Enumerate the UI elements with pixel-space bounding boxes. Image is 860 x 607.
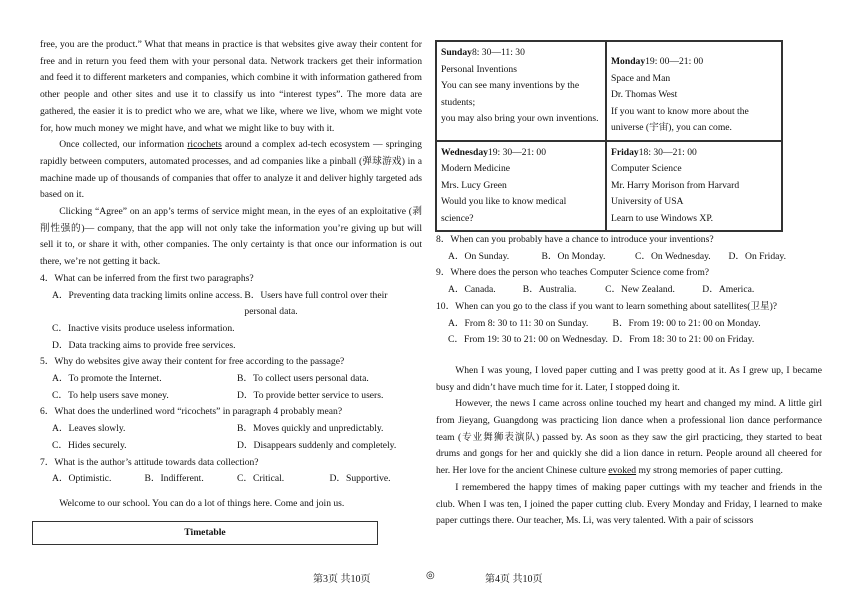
timetable-cell-sunday: Sunday8: 30—11: 30 Personal Inventions You can see many inventions by the students; you may also bring your own inventions. xyxy=(436,41,606,141)
timetable-cell-friday: Friday18: 30—21: 00 Computer Science Mr. Harry Morison from Harvard University of USA Learn to use Windows XP. xyxy=(606,141,782,232)
question-8: 8．When can you probably have a chance to introduce your inventions? A．On Sunday. B．On Monday. C．On Wednesday. D．On Friday. xyxy=(436,232,822,265)
story-paragraph-3: I remembered the happy times of making paper cuttings with my teacher and friends in the club. When I was ten, I joined the paper cutting club. Every Monday and Friday, I learned to make paper cuttings there. Our teacher, Ms. Li, was very talented. With a pair of scissors xyxy=(436,481,822,527)
option[interactable]: B．To collect users personal data. xyxy=(237,373,369,385)
option[interactable]: B．From 19: 00 to 21: 00 on Monday. xyxy=(612,317,761,329)
option[interactable]: D．Data tracking aims to provide free services. xyxy=(52,339,236,351)
option[interactable]: C．To help users save money. xyxy=(52,389,169,401)
option[interactable]: D．On Friday. xyxy=(728,250,786,262)
option[interactable]: A．Optimistic. xyxy=(52,473,112,485)
question-6: 6．What does the underlined word “ricochets” in paragraph 4 probably mean? A．Leaves slowly. B．Moves quickly and unpredictably. C．Hides securely. D．Disappears suddenly and completely. xyxy=(40,404,422,454)
option[interactable]: A．Preventing data tracking limits online access. xyxy=(52,289,243,301)
question-9: 9．Where does the person who teaches Computer Science come from? A．Canada. B．Australia. C．New Zealand. D．America. xyxy=(436,265,822,298)
story-paragraph-2: However, the news I came across online touched my heart and changed my mind. A little girl from Jieyang, Guangdong was practicing lion dance when a professional lion dance performance team (专业舞狮表演队) passed by. As soon as they saw the girl practicing, they started to beat drums and gongs for her and quickly she did a lion dance in return. People around all cheered for her. Her love for the ancient Chinese culture evoked my strong memories of paper cutting. xyxy=(436,398,822,477)
option[interactable]: C．On Wednesday. xyxy=(635,250,711,262)
option[interactable]: B．Users have full control over their personal data. xyxy=(244,289,388,318)
option[interactable]: B．On Monday. xyxy=(541,250,606,262)
option[interactable]: A．Canada. xyxy=(448,284,496,296)
footer-symbol: ◎ xyxy=(426,570,435,581)
page-number-left: 第3页 共10页 xyxy=(313,574,371,585)
right-column xyxy=(436,40,822,530)
timetable-cell-monday: Monday19: 00—21: 00 Space and Man Dr. Thomas West If you want to know more about the universe (宇宙), you can come. xyxy=(606,41,782,141)
timetable-title: Timetable xyxy=(32,521,378,545)
left-column xyxy=(40,37,422,545)
option[interactable]: D．To provide better service to users. xyxy=(237,389,384,401)
option[interactable]: C．New Zealand. xyxy=(605,284,675,296)
story-paragraph-1: When I was young, I loved paper cutting and I was pretty good at it. As I grew up, I became busy and didn’t have much time for it. Later, I stopped doing it. xyxy=(436,364,822,393)
question-5: 5．Why do websites give away their content for free according to the passage? A．To promote the Internet. B．To collect users personal data. C．To help users save money. D．To provide better service to users. xyxy=(40,354,422,404)
option[interactable]: D．Disappears suddenly and completely. xyxy=(237,439,397,451)
timetable-grid xyxy=(435,40,783,232)
question-10: 10．When can you go to the class if you want to learn something about satellites(卫星)? A．From 8: 30 to 11: 30 on Sunday. B．From 19: 00 to 21: 00 on Monday. C．From 19: 30 to 21: 00 on Wednesday. D．From 18: 30 to 21: 00 on Friday. xyxy=(436,299,822,349)
option[interactable]: C．Inactive visits produce useless information. xyxy=(52,322,235,334)
option[interactable]: B．Moves quickly and unpredictably. xyxy=(237,423,384,435)
underlined-word: ricochets xyxy=(187,139,222,151)
option[interactable]: B．Indifferent. xyxy=(144,473,204,485)
option[interactable]: A．Leaves slowly. xyxy=(52,423,126,435)
passage-paragraph-3: Clicking “Agree” on an app’s terms of service might mean, in the eyes of an exploitative (剥削性强的)— company, that the app will not only take the information you’re giving up but will sell it to, or share it with, other companies. The only certainty is that once our information is out there, we’re not getting it back. xyxy=(40,206,422,268)
option[interactable]: D．America. xyxy=(702,284,755,296)
option[interactable]: B．Australia. xyxy=(522,284,577,296)
question-4: 4．What can be inferred from the first two paragraphs? A．Preventing data tracking limits online access. B．Users have full control over their personal data. C．Inactive visits produce useless information. D．Data tracking aims to provide free services. xyxy=(40,271,422,355)
passage-paragraph-2: Once collected, our information ricochets around a complex ad-tech ecosystem — springing rapidly between computers, automated processes, and ad companies like a pinball (弹球游戏) in a machine made up of thousands of companies that offer to analyze it and deliver highly targeted ads based on it. xyxy=(40,139,422,201)
option[interactable]: A．From 8: 30 to 11: 30 on Sunday. xyxy=(448,317,589,329)
welcome-text: Welcome to our school. You can do a lot of things here. Come and join us. xyxy=(59,497,345,509)
passage-paragraph-1: free, you are the product.” What that means in practice is that websites give away their content for free and in return you feed them with your personal data. Network trackers get their information and feed it to different marketers and companies, which combine it with information gathered from other people and other sites and use it to classify us into “interest types”. The more data are gathered, the easier it is to predict who we are, what we like, where we live, whom we might vote for, how much money we might have, and what we might like to buy with it. xyxy=(40,39,422,134)
option[interactable]: A．To promote the Internet. xyxy=(52,373,162,385)
option[interactable]: D．From 18: 30 to 21: 00 on Friday. xyxy=(612,334,755,346)
page-number-right: 第4页 共10页 xyxy=(485,574,543,585)
question-7: 7．What is the author’s attitude towards data collection? A．Optimistic. B．Indifferent. C．Critical. D．Supportive. xyxy=(40,455,422,488)
option[interactable]: A．On Sunday. xyxy=(448,250,510,262)
option[interactable]: C．Hides securely. xyxy=(52,439,127,451)
option[interactable]: C．From 19: 30 to 21: 00 on Wednesday. xyxy=(448,334,608,346)
underlined-word: evoked xyxy=(608,465,637,477)
option[interactable]: C．Critical. xyxy=(237,473,285,485)
option[interactable]: D．Supportive. xyxy=(329,473,391,485)
timetable-cell-wednesday: Wednesday19: 30—21: 00 Modern Medicine Mrs. Lucy Green Would you like to know medical science? xyxy=(436,141,606,232)
